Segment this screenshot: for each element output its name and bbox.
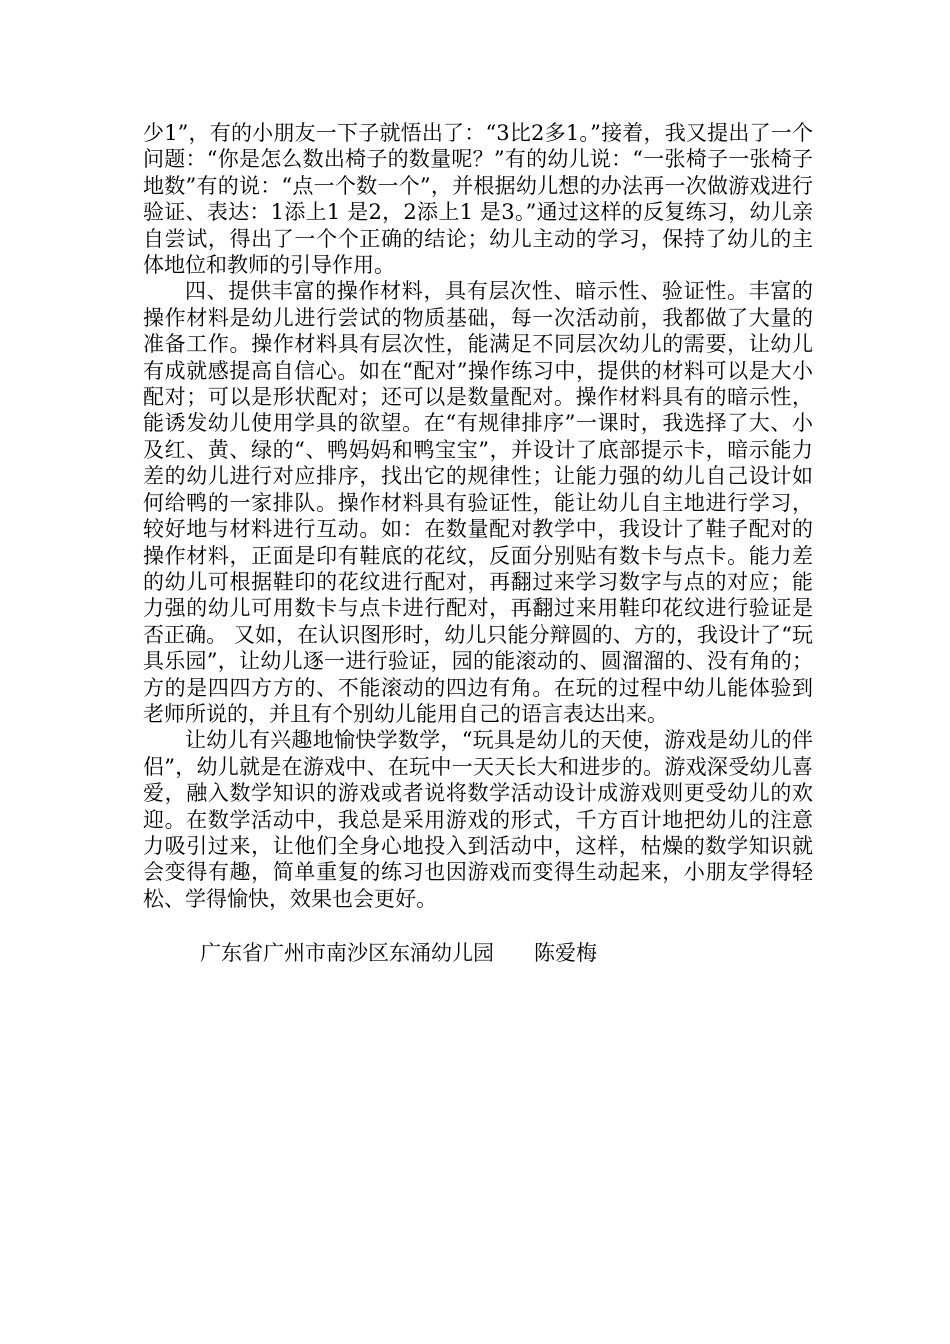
signature-line — [200, 940, 597, 966]
paragraph-continuation: 少1”，有的小朋友一下子就悟出了：“3比2多1。”接着，我又提出了一个问题：“你是怎么数出椅子的数量呢？”有的幼儿说：“一张椅子一张椅子地数”有的说：“点一个数一个”，并根据幼儿想的办法再一次做游戏进行验证、表达：1添上1 是2，2添上1 是3。”通过这样的反复练习，幼儿亲自尝试，得出了一个个正确的结论；幼儿主动的学习，保持了幼儿的主体地位和教师的引导作用。 — [143, 121, 813, 278]
document-body — [143, 120, 813, 912]
paragraph-section-four: 四、提供丰富的操作材料，具有层次性、暗示性、验证性。丰富的操作材料是幼儿进行尝试的物质基础，每一次活动前，我都做了大量的准备工作。操作材料具有层次性，能满足不同层次幼儿的需要，让幼儿有成就感提高自信心。如在“配对”操作练习中，提供的材料可以是大小配对；可以是形状配对；还可以是数量配对。操作材料具有的暗示性，能诱发幼儿使用学具的欲望。在“有规律排序”一课时，我选择了大、小及红、黄、绿的“、鸭妈妈和鸭宝宝”，并设计了底部提示卡，暗示能力差的幼儿进行对应排序，找出它的规律性；让能力强的幼儿自己设计如何给鸭的一家排队。操作材料具有验证性，能让幼儿自主地进行学习，较好地与材料进行互动。如：在数量配对教学中，我设计了鞋子配对的操作材料，正面是印有鞋底的花纹，反面分别贴有数卡与点卡。能力差的幼儿可根据鞋印的花纹进行配对，再翻过来学习数字与点的对应；能力强的幼儿可用数卡与点卡进行配对，再翻过来用鞋印花纹进行验证是否正确。 又如，在认识图形时，幼儿只能分辩圆的、方的，我设计了“玩具乐园”，让幼儿逐一进行验证，园的能滚动的、圆溜溜的、没有角的；方的是四四方方的、不能滚动的四边有角。在玩的过程中幼儿能体验到老师所说的，并且有个别幼儿能用自己的语言表达出来。 — [143, 279, 813, 726]
paragraph-conclusion: 让幼儿有兴趣地愉快学数学，“玩具是幼儿的天使，游戏是幼儿的伴侣”，幼儿就是在游戏中、在玩中一天天长大和进步的。游戏深受幼儿喜爱，融入数学知识的游戏或者说将数学活动设计成游戏则更受幼儿的欢迎。在数学活动中，我总是采用游戏的形式，千方百计地把幼儿的注意力吸引过来，让他们全身心地投入到活动中，这样，枯燥的数学知识就会变得有趣，简单重复的练习也因游戏而变得生动起来，小朋友学得轻松、学得愉快，效果也会更好。 — [143, 728, 813, 911]
signature-author: 陈爱梅 — [534, 941, 597, 965]
signature-institution: 广东省广州市南沙区东涌幼儿园 — [200, 941, 494, 965]
